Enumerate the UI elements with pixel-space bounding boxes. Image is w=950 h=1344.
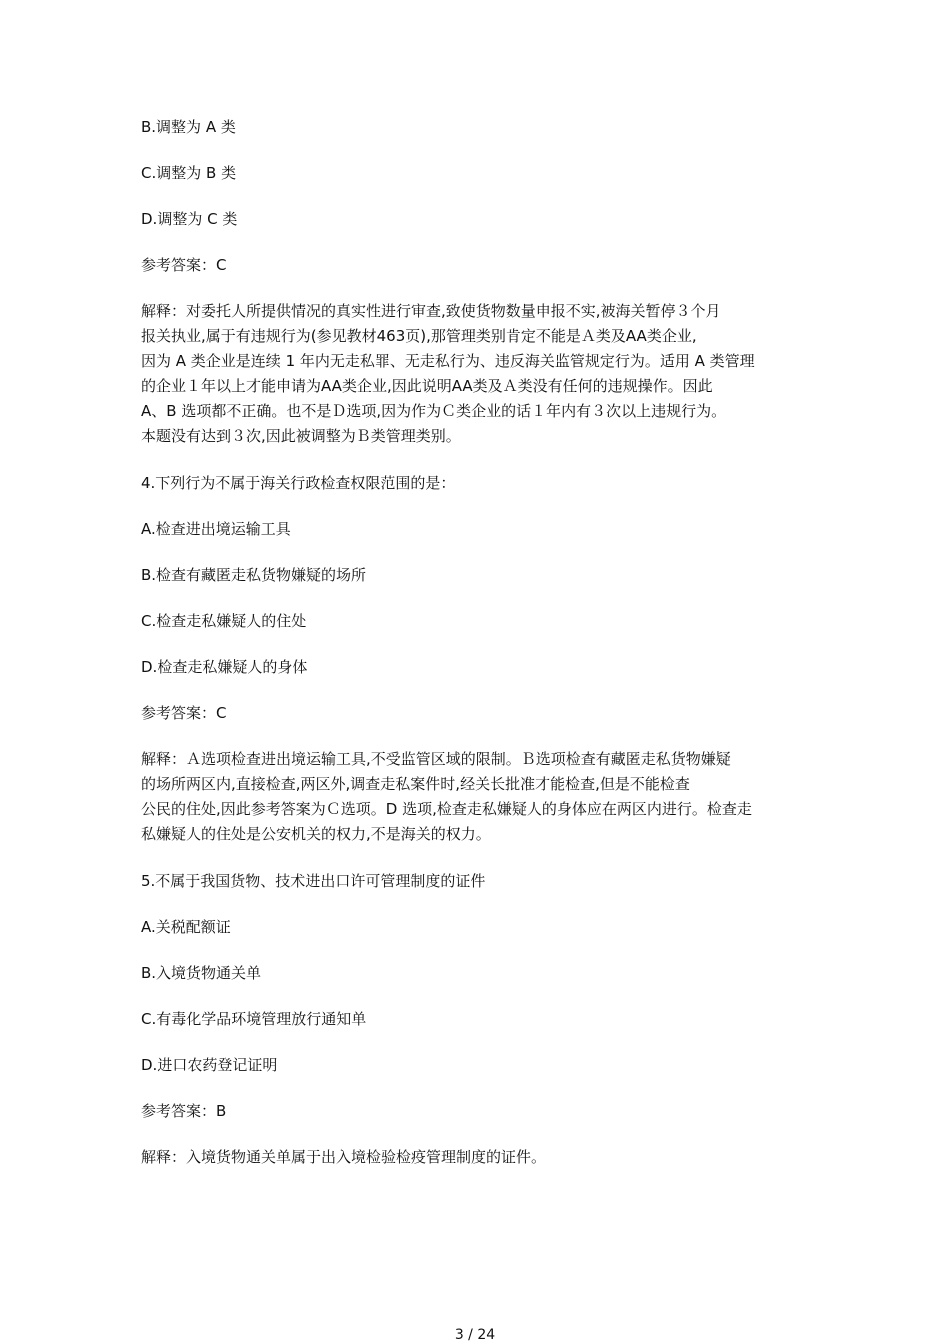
- q3-option-b: B.调整为 A 类: [141, 118, 236, 136]
- q3-explanation-line: 报关执业,属于有违规行为(参见教材463页),那管理类别肯定不能是Ａ类及AA类企业,: [141, 327, 697, 345]
- q3-answer: 参考答案：C: [141, 256, 227, 274]
- q5-explanation: [141, 1145, 831, 1170]
- q5-option-c: C.有毒化学品环境管理放行通知单: [141, 1010, 367, 1028]
- q4-answer: 参考答案：C: [141, 704, 227, 722]
- q4-option-a: A.检查进出境运输工具: [141, 520, 291, 538]
- q4-option-b: B.检查有藏匿走私货物嫌疑的场所: [141, 566, 367, 584]
- q4-question: 4.下列行为不属于海关行政检查权限范围的是：: [141, 474, 456, 492]
- q3-explanation: [141, 299, 831, 449]
- q4-option-c: C.检查走私嫌疑人的住处: [141, 612, 307, 630]
- q5-option-d: D.进口农药登记证明: [141, 1056, 278, 1074]
- q4-explanation-line: 私嫌疑人的住处是公安机关的权力,不是海关的权力。: [141, 825, 491, 843]
- page-number: 3 / 24: [454, 1327, 496, 1343]
- q4-option-d: D.检查走私嫌疑人的身体: [141, 658, 308, 676]
- q3-explanation-line: 本题没有达到３次,因此被调整为Ｂ类管理类别。: [141, 427, 461, 445]
- q3-option-d: D.调整为 C 类: [141, 210, 238, 228]
- q3-explanation-line: 的企业１年以上才能申请为AA类企业,因此说明AA类及Ａ类没有任何的违规操作。因此: [141, 377, 713, 395]
- page-content: [141, 115, 831, 1192]
- q3-option-c: C.调整为 B 类: [141, 164, 237, 182]
- q5-explanation-line: 解释：入境货物通关单属于出入境检验检疫管理制度的证件。: [141, 1148, 547, 1166]
- q3-explanation-line: 解释：对委托人所提供情况的真实性进行审查,致使货物数量申报不实,被海关暂停３个月: [141, 302, 721, 320]
- q5-question: 5.不属于我国货物、技术进出口许可管理制度的证件: [141, 872, 486, 890]
- q3-explanation-line: A、B 选项都不正确。也不是Ｄ选项,因为作为Ｃ类企业的话１年内有３次以上违规行为。: [141, 402, 727, 420]
- q4-explanation: [141, 747, 831, 847]
- q4-explanation-line: 的场所两区内,直接检查,两区外,调查走私案件时,经关长批准才能检查,但是不能检查: [141, 775, 690, 793]
- q5-option-a: A.关税配额证: [141, 918, 231, 936]
- q5-option-b: B.入境货物通关单: [141, 964, 262, 982]
- q3-explanation-line: 因为 A 类企业是连续 1 年内无走私罪、无走私行为、违反海关监管规定行为。适用 A 类管理: [141, 352, 755, 370]
- q5-answer: 参考答案：B: [141, 1102, 227, 1120]
- q4-explanation-line: 公民的住处,因此参考答案为Ｃ选项。D 选项,检查走私嫌疑人的身体应在两区内进行。检查走: [141, 800, 752, 818]
- q4-explanation-line: 解释：Ａ选项检查进出境运输工具,不受监管区域的限制。Ｂ选项检查有藏匿走私货物嫌疑: [141, 750, 731, 768]
